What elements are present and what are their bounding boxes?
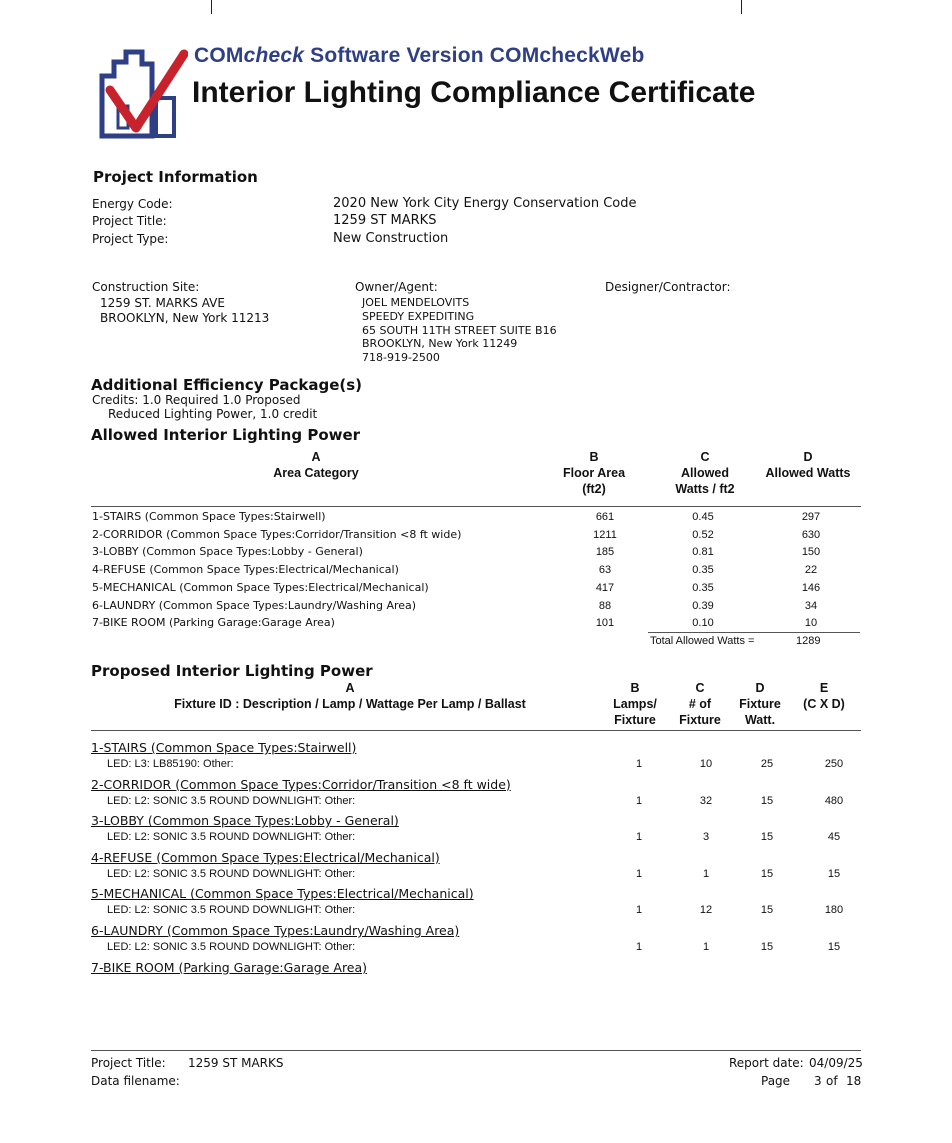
fixture-count-cell: 32: [699, 794, 713, 807]
total-watt-cell: 250: [824, 758, 844, 770]
total-watt-cell: 15: [827, 867, 841, 880]
energy-code-value: 2020 New York City Energy Conservation Code: [333, 196, 637, 211]
floor-area-cell: 417: [595, 581, 615, 594]
comcheck-logo-icon: [96, 46, 188, 140]
total-watt-cell: 180: [824, 904, 844, 917]
fixture-watt-cell: 15: [760, 867, 774, 880]
footer-page-of: of: [826, 1074, 838, 1088]
lamps-per-fixture-cell: 1: [635, 941, 643, 953]
floor-area-cell: 63: [598, 564, 612, 577]
project-type-label: Project Type:: [92, 232, 169, 246]
fixture-count-cell: 12: [699, 904, 713, 917]
construction-site-label: Construction Site:: [92, 280, 200, 294]
proposed-col-a-header: A Fixture ID : Description / Lamp / Wattage Per Lamp / Ballast: [174, 681, 526, 711]
proposed-heading: Proposed Interior Lighting Power: [91, 662, 373, 680]
efficiency-heading: Additional Efficiency Package(s): [91, 376, 363, 394]
fixture-description: LED: L3: LB85190: Other:: [107, 758, 234, 770]
fixture-watt-cell: 25: [760, 758, 774, 770]
area-category-cell: 1-STAIRS (Common Space Types:Stairwell): [92, 510, 326, 523]
allowed-col-c-header: C Allowed Watts / ft2: [675, 450, 735, 496]
area-category-cell: 6-LAUNDRY (Common Space Types:Laundry/Washing Area): [92, 598, 417, 612]
efficiency-detail: Reduced Lighting Power, 1.0 credit: [108, 407, 318, 421]
lamps-per-fixture-cell: 1: [635, 904, 643, 917]
fixture-count-cell: 10: [699, 758, 713, 770]
fixture-count-cell: 1: [702, 941, 710, 953]
allowed-watts-cell: 10: [804, 617, 818, 630]
owner-line-5: 718-919-2500: [362, 351, 440, 364]
fixture-watt-cell: 15: [760, 794, 774, 807]
area-category-cell: 2-CORRIDOR (Common Space Types:Corridor/Transition <8 ft wide): [92, 527, 462, 541]
allowed-watts-cell: 297: [801, 511, 821, 523]
lamps-per-fixture-cell: 1: [635, 794, 643, 807]
allowed-watts-per-ft2-cell: 0.10: [692, 617, 714, 630]
project-type-value: New Construction: [333, 231, 449, 246]
fixture-description: LED: L2: SONIC 3.5 ROUND DOWNLIGHT: Other:: [107, 941, 356, 953]
allowed-col-b-header: B Floor Area (ft2): [562, 450, 626, 496]
certificate-title: Interior Lighting Compliance Certificate: [192, 76, 756, 109]
total-allowed-value: 1289: [796, 635, 821, 647]
allowed-watts-cell: 630: [801, 528, 821, 541]
area-category-cell: 7-BIKE ROOM (Parking Garage:Garage Area): [92, 616, 335, 630]
total-allowed-label: Total Allowed Watts =: [650, 635, 755, 647]
allowed-watts-cell: 150: [801, 546, 821, 559]
fixture-description: LED: L2: SONIC 3.5 ROUND DOWNLIGHT: Other:: [107, 867, 356, 880]
fixture-watt-cell: 15: [760, 904, 774, 917]
crop-mark-right: [741, 0, 742, 14]
floor-area-cell: 661: [595, 511, 615, 523]
designer-contractor-label: Designer/Contractor:: [605, 280, 731, 294]
proposed-col-c-header: C # of Fixture: [679, 681, 721, 727]
allowed-watts-per-ft2-cell: 0.81: [692, 546, 714, 559]
project-title-label: Project Title:: [92, 214, 167, 228]
total-watt-cell: 15: [827, 941, 841, 953]
footer-page-total: 18: [846, 1074, 862, 1088]
lamps-per-fixture-cell: 1: [635, 867, 643, 880]
total-watt-cell: 45: [827, 831, 841, 844]
space-group-title: 6-LAUNDRY (Common Space Types:Laundry/Washing Area): [91, 923, 460, 938]
fixture-description: LED: L2: SONIC 3.5 ROUND DOWNLIGHT: Other:: [107, 794, 356, 807]
footer-report-date-value: 04/09/25: [809, 1056, 863, 1070]
project-title-value: 1259 ST MARKS: [333, 213, 437, 228]
floor-area-cell: 101: [595, 617, 615, 630]
efficiency-credits: Credits: 1.0 Required 1.0 Proposed: [92, 393, 301, 407]
footer-project-title-label: Project Title:: [91, 1056, 166, 1070]
proposed-col-b-header: B Lamps/ Fixture: [613, 681, 657, 727]
allowed-col-a-header: A Area Category: [273, 450, 359, 480]
owner-line-2: SPEEDY EXPEDITING: [362, 310, 475, 323]
allowed-header-rule: [91, 506, 861, 507]
allowed-watts-per-ft2-cell: 0.45: [692, 511, 714, 523]
fixture-count-cell: 1: [702, 867, 710, 880]
footer-page-label: Page: [761, 1074, 791, 1088]
fixture-watt-cell: 15: [760, 941, 774, 953]
floor-area-cell: 88: [598, 599, 612, 612]
project-info-heading: Project Information: [93, 168, 258, 186]
allowed-watts-per-ft2-cell: 0.35: [692, 564, 714, 577]
space-group-title: 2-CORRIDOR (Common Space Types:Corridor/Transition <8 ft wide): [91, 776, 511, 792]
space-group-title: 5-MECHANICAL (Common Space Types:Electrical/Mechanical): [91, 886, 474, 902]
lamps-per-fixture-cell: 1: [635, 758, 643, 770]
allowed-watts-per-ft2-cell: 0.35: [692, 581, 714, 594]
allowed-watts-per-ft2-cell: 0.52: [692, 528, 714, 541]
fixture-description: LED: L2: SONIC 3.5 ROUND DOWNLIGHT: Other:: [107, 831, 356, 844]
proposed-header-rule: [91, 730, 861, 731]
owner-agent-label: Owner/Agent:: [355, 280, 438, 294]
footer-report-date-label: Report date:: [729, 1056, 804, 1070]
crop-mark-left: [211, 0, 212, 14]
proposed-col-e-header: E (C X D): [803, 681, 845, 711]
software-version-title: COMcheck Software Version COMcheckWeb: [194, 44, 645, 67]
floor-area-cell: 1211: [593, 528, 617, 541]
energy-code-label: Energy Code:: [92, 197, 173, 211]
site-address-line-1: 1259 ST. MARKS AVE: [100, 296, 225, 310]
space-group-title: 3-LOBBY (Common Space Types:Lobby - General): [91, 813, 399, 829]
allowed-watts-cell: 146: [801, 581, 821, 594]
fixture-description: LED: L2: SONIC 3.5 ROUND DOWNLIGHT: Other:: [107, 904, 356, 917]
area-category-cell: 5-MECHANICAL (Common Space Types:Electrical/Mechanical): [92, 580, 429, 594]
floor-area-cell: 185: [595, 546, 615, 559]
allowed-watts-per-ft2-cell: 0.39: [692, 599, 714, 612]
proposed-col-d-header: D Fixture Watt.: [739, 681, 781, 727]
owner-line-4: BROOKLYN, New York 11249: [362, 337, 518, 350]
area-category-cell: 4-REFUSE (Common Space Types:Electrical/Mechanical): [92, 563, 399, 577]
allowed-total-rule: [648, 632, 860, 633]
fixture-watt-cell: 15: [760, 831, 774, 844]
space-group-title: 1-STAIRS (Common Space Types:Stairwell): [91, 740, 357, 755]
space-group-title: 4-REFUSE (Common Space Types:Electrical/Mechanical): [91, 849, 440, 865]
allowed-watts-cell: 34: [804, 599, 818, 612]
footer-project-title-value: 1259 ST MARKS: [188, 1056, 284, 1070]
allowed-watts-cell: 22: [804, 564, 818, 577]
allowed-heading: Allowed Interior Lighting Power: [91, 426, 361, 444]
fixture-count-cell: 3: [702, 831, 710, 844]
owner-line-1: JOEL MENDELOVITS: [362, 296, 470, 309]
footer-data-filename-label: Data filename:: [91, 1074, 180, 1088]
footer-page-current: 3: [814, 1074, 822, 1088]
site-address-line-2: BROOKLYN, New York 11213: [100, 311, 270, 325]
area-category-cell: 3-LOBBY (Common Space Types:Lobby - General): [92, 545, 363, 559]
footer-rule: [91, 1050, 861, 1051]
space-group-title: 7-BIKE ROOM (Parking Garage:Garage Area): [91, 959, 368, 975]
lamps-per-fixture-cell: 1: [635, 831, 643, 844]
allowed-col-d-header: D Allowed Watts: [765, 450, 851, 480]
total-watt-cell: 480: [824, 794, 844, 807]
owner-line-3: 65 SOUTH 11TH STREET SUITE B16: [362, 324, 557, 337]
